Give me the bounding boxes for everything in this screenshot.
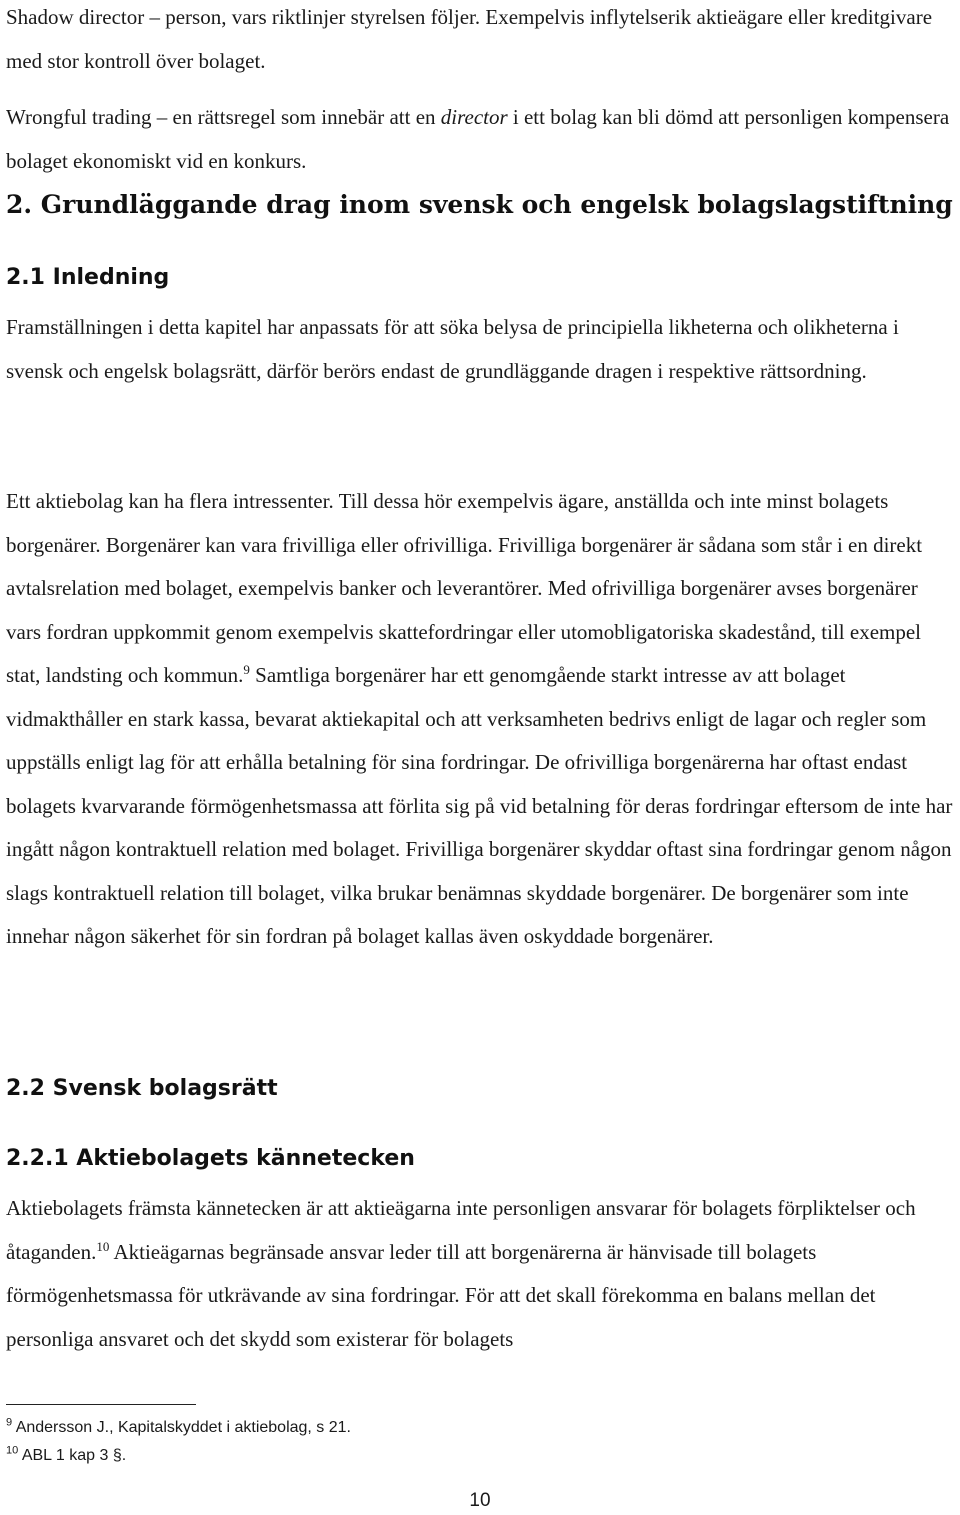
section-2-1-paragraph-2: Ett aktiebolag kan ha flera intressenter. Till dessa hör exempelvis ägare, anställda och inte minst bolagets borgenärer. Borgenärer kan vara frivilliga eller ofrivilliga. Frivilliga borgenärer är sådana som står i en direkt avtalsrelation med bolaget, exempelvis banker och leverantörer. Med ofrivilliga borgenärer avses borgenärer vars fordran uppkommit genom exempelvis skattefordringar eller utomobligatoriska skadestånd, till exempel stat, landsting och kommun.$^9$ Samtliga borgenärer har ett genomgående starkt intresse av att bolaget vidmakthåller en stark kassa, bevarat aktiekapital och att verksamheten bedrivs enligt de lagar och regler som uppställs enligt lag för att erhålla betalning för sina fordringar. De ofrivilliga borgenärerna har oftast endast bolagets kvarvarande förmögenhetsmassa att förlita sig på vid betalning för deras fordringar eftersom de inte har ingått någon kontraktuell relation med bolaget. Frivilliga borgenärer skyddar oftast sina fordringar genom någon slags kontraktuell relation till bolaget, vilka brukar benämnas skyddade borgenärer. De borgenärer som inte innehar någon säkerhet för sin fordran på bolaget kallas även oskyddade borgenärer.	[6, 489, 953, 948]
footnote-ref-10[interactable]: 10	[96, 1238, 110, 1254]
section-2-2-1-paragraph-1: Aktiebolagets främsta kännetecken är att aktieägarna inte personligen ansvarar för bolagets förpliktelser och åtaganden.$^{10}$ Aktieägarnas begränsade ansvar leder till att borgenärerna är hänvisade till bolagets förmögenhetsmassa för utkrävande av sina fordringar. För att det skall förekomma en balans mellan det personliga ansvaret och det skydd som existerar för bolagets	[6, 1196, 916, 1351]
footnote-separator	[6, 1404, 196, 1405]
director-term: director	[440, 105, 508, 129]
section-2-heading: 2. Grundläggande drag inom svensk och engelsk bolagslagstiftning	[6, 190, 953, 219]
section-2-2-1-heading: 2.2.1 Aktiebolagets kännetecken	[6, 1146, 415, 1171]
section-2-2-heading: 2.2 Svensk bolagsrätt	[6, 1076, 278, 1101]
footnote-9: $^9$ Andersson J., Kapitalskyddet i aktiebolag, s 21.	[6, 1416, 351, 1436]
footnote-ref-9[interactable]: 9	[243, 662, 250, 677]
intro-paragraph-wrongful-trading: Wrongful trading – en rättsregel som innebär att en director i ett bolag kan bli dömd att personligen kompensera bolaget ekonomiskt vid en konkurs.	[6, 105, 950, 173]
intro-paragraph-shadow-director: Shadow director – person, vars riktlinjer styrelsen följer. Exempelvis inflytelserik aktieägare eller kreditgivare med stor kontroll över bolaget.	[6, 5, 933, 73]
footnote-10: $^{10}$ ABL 1 kap 3 §.	[6, 1444, 127, 1464]
page-number: 10	[469, 1490, 491, 1511]
section-2-1-paragraph-1: Framställningen i detta kapitel har anpassats för att söka belysa de principiella likheterna och olikheterna i svensk och engelsk bolagsrätt, därför berörs endast de grundläggande dragen i respektive rättsordning.	[6, 315, 899, 383]
section-2-1-heading: 2.1 Inledning	[6, 265, 170, 290]
